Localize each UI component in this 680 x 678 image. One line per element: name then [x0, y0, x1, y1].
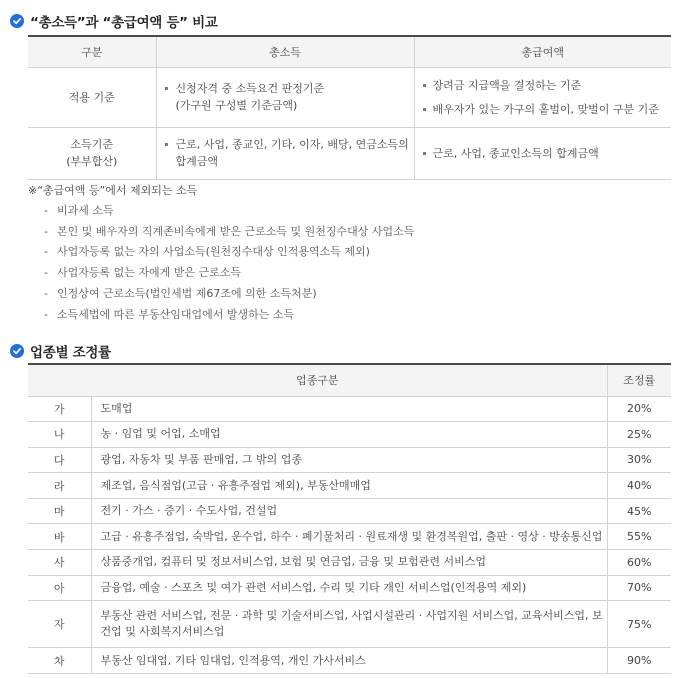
- table-row: [28, 524, 671, 550]
- industry-description: 광업, 자동차 및 부품 판매업, 그 밖의 업종: [91, 447, 607, 473]
- adjustment-rate: 70%: [607, 575, 671, 601]
- section-title: “총소득”과 “총급여액 등” 비교: [30, 15, 218, 31]
- table-header: 총소득: [156, 36, 414, 67]
- adjustment-rate: 20%: [607, 396, 671, 422]
- adjustment-rate: 60%: [607, 550, 671, 576]
- adjustment-rate: 25%: [607, 422, 671, 448]
- table-row: [28, 127, 671, 179]
- industry-description: 도매업: [91, 396, 607, 422]
- table-row: [28, 648, 671, 674]
- table-row: [28, 447, 671, 473]
- list-item: 근로, 사업, 종교인소득의 합계금액: [423, 145, 672, 162]
- industry-code: 다: [28, 447, 91, 473]
- table-row: [28, 601, 671, 648]
- industry-description: 농 · 임업 및 어업, 소매업: [91, 422, 607, 448]
- section-title: 업종별 조정률: [30, 345, 111, 361]
- industry-code: 라: [28, 473, 91, 499]
- adjustment-rate: 55%: [607, 524, 671, 550]
- row-label: 소득기준 (부부합산): [28, 127, 156, 179]
- industry-description: 부동산 임대업, 기타 임대업, 인적용역, 개인 가사서비스: [91, 648, 607, 674]
- table-header: 총급여액: [414, 36, 671, 67]
- total-wage-cell: [414, 67, 671, 127]
- industry-code: 나: [28, 422, 91, 448]
- exclusion-note: [28, 182, 414, 325]
- industry-description: 제조업, 음식점업(고급 · 유흥주점업 제외), 부동산매매업: [91, 473, 607, 499]
- table-header: 구분: [28, 36, 156, 67]
- industry-code: 아: [28, 575, 91, 601]
- industry-code: 사: [28, 550, 91, 576]
- section-comparison-heading: [10, 11, 218, 31]
- table-row: [28, 422, 671, 448]
- industry-description: 상품중개업, 컴퓨터 및 정보서비스업, 보험 및 연금업, 금융 및 보험관련 서비스업: [91, 550, 607, 576]
- adjustment-rate-table: [28, 363, 671, 674]
- adjustment-rate: 30%: [607, 447, 671, 473]
- table-header: 업종구분: [28, 364, 607, 396]
- industry-description: 전기 · 가스 · 증기 · 수도사업, 건설업: [91, 498, 607, 524]
- table-row: [28, 67, 671, 127]
- total-wage-cell: [414, 127, 671, 179]
- section-adjustment-heading: [10, 341, 111, 361]
- list-item: - 사업자등록 없는 자에게 받은 근로소득: [28, 263, 414, 284]
- industry-code: 차: [28, 648, 91, 674]
- total-income-cell: [156, 67, 414, 127]
- check-circle-icon: [10, 344, 24, 358]
- industry-code: 마: [28, 498, 91, 524]
- table-row: [28, 550, 671, 576]
- industry-description: 고급 · 유흥주점업, 숙박업, 운수업, 하수 · 폐기물처리 · 원료재생 및 환경복원업, 출판 · 영상 · 방송통신업: [91, 524, 607, 550]
- industry-code: 가: [28, 396, 91, 422]
- check-circle-icon: [10, 14, 24, 28]
- adjustment-rate: 45%: [607, 498, 671, 524]
- list-item: - 사업자등록 없는 자의 사업소득(원천징수대상 인적용역소득 제외): [28, 242, 414, 263]
- adjustment-rate: 40%: [607, 473, 671, 499]
- adjustment-rate: 75%: [607, 601, 671, 648]
- comparison-table: [28, 35, 671, 180]
- list-item: - 인정상여 근로소득(법인세법 제67조에 의한 소득처분): [28, 284, 414, 305]
- list-item: - 본인 및 배우자의 직계존비속에게 받은 근로소득 및 원천징수대상 사업소득: [28, 222, 414, 243]
- industry-description: 금융업, 예술 · 스포츠 및 여가 관련 서비스업, 수리 및 기타 개인 서비스업(인적용역 제외): [91, 575, 607, 601]
- list-item: 장려금 지급액을 결정하는 기준: [423, 77, 672, 94]
- list-item: 근로, 사업, 종교인, 기타, 이자, 배당, 연금소득의 합계금액: [165, 136, 414, 170]
- industry-code: 자: [28, 601, 91, 648]
- total-income-cell: [156, 127, 414, 179]
- table-row: [28, 473, 671, 499]
- industry-description: 부동산 관련 서비스업, 전문 · 과학 및 기술서비스업, 사업시설관리 · 사업지원 서비스업, 교육서비스업, 보건업 및 사회복지서비스업: [91, 601, 607, 648]
- list-item: - 비과세 소득: [28, 201, 414, 222]
- list-item: 신청자격 중 소득요건 판정기준 (가구원 구성별 기준금액): [165, 80, 414, 114]
- table-row: [28, 498, 671, 524]
- row-label: 적용 기준: [28, 67, 156, 127]
- industry-code: 바: [28, 524, 91, 550]
- list-item: 배우자가 있는 가구의 홑벌이, 맞벌이 구분 기준: [423, 101, 672, 118]
- table-header: 조정률: [607, 364, 671, 396]
- table-row: [28, 575, 671, 601]
- note-title: ※“총급여액 등”에서 제외되는 소득: [28, 184, 198, 197]
- table-row: [28, 396, 671, 422]
- adjustment-rate: 90%: [607, 648, 671, 674]
- list-item: - 소득세법에 따른 부동산임대업에서 발생하는 소득: [28, 305, 414, 326]
